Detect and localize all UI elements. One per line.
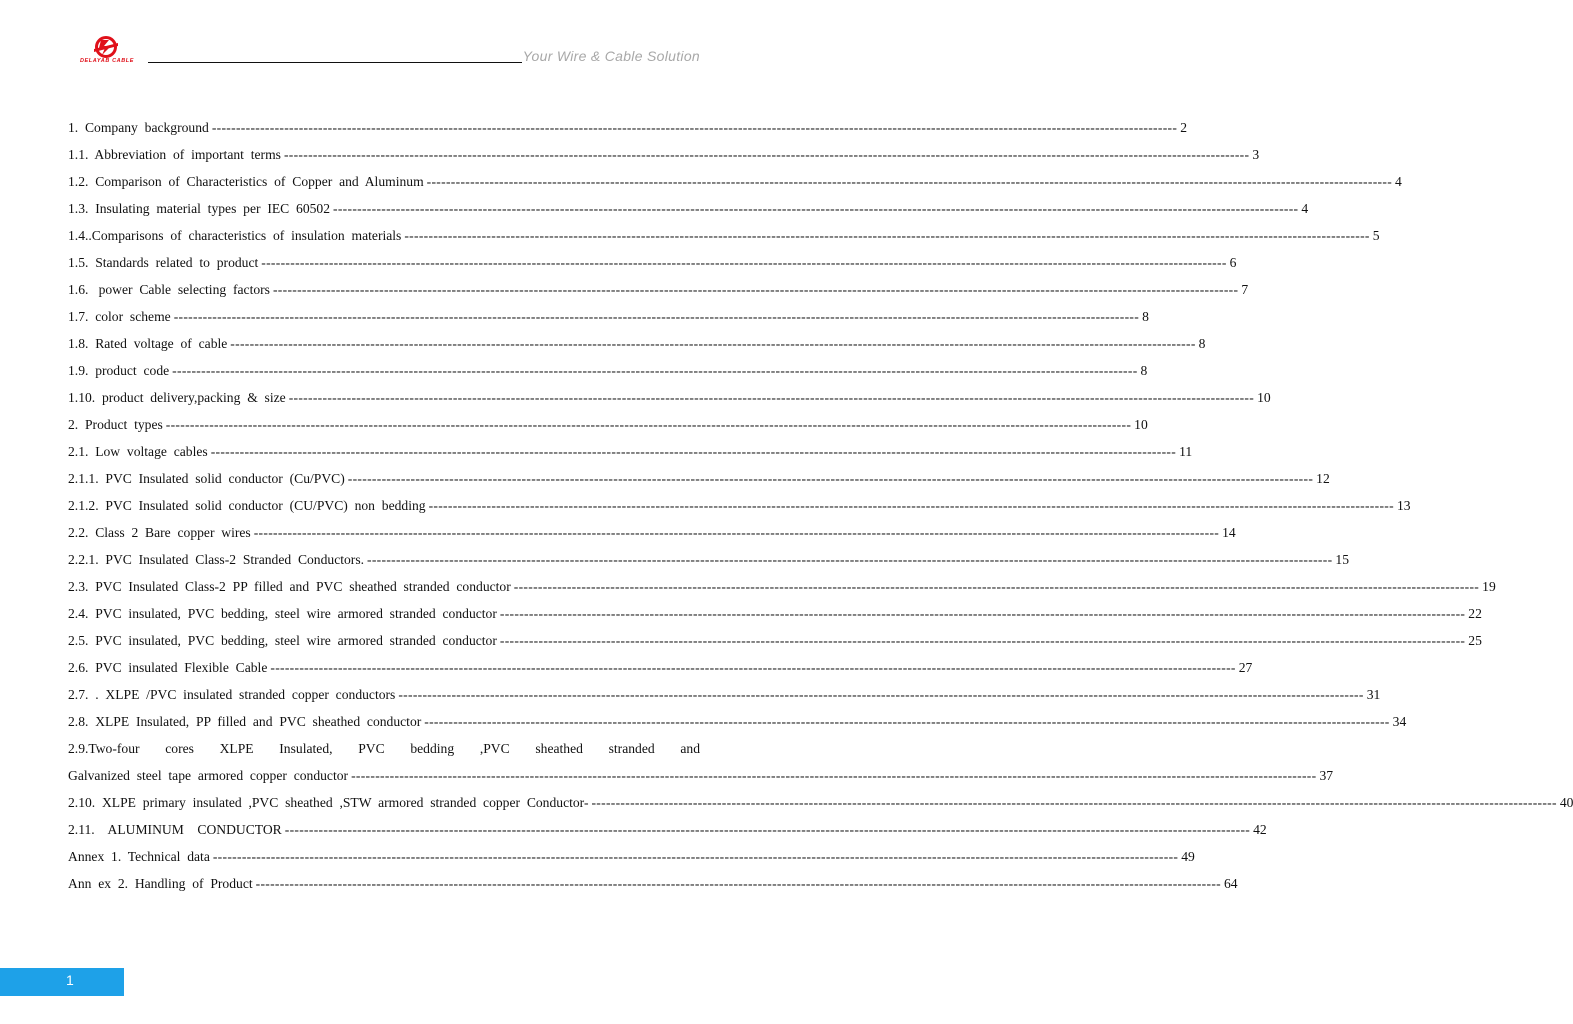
toc-entry[interactable] [68,681,1381,708]
toc-entry-page: 34 [1392,714,1407,729]
toc-entry-label: 1.9. product code [68,363,170,378]
header-rule [148,62,522,63]
table-of-contents [68,114,1573,897]
toc-word: Insulated, [279,741,333,756]
toc-leader-dots: -------------------------------------------------------------------------------------------------------------------------------------------------------------------------------------------------------- [426,174,1393,189]
toc-entry[interactable] [68,384,1271,411]
toc-entry-page: 15 [1335,552,1349,567]
toc-leader-dots: -------------------------------------------------------------------------------------------------------------------------------------------------------------------------------------------------------- [288,390,1255,405]
toc-entry-label: 2.3. PVC Insulated Class-2 PP filled and PVC sheathed stranded conductor [68,579,511,594]
toc-leader-dots: -------------------------------------------------------------------------------------------------------------------------------------------------------------------------------------------------------- [253,525,1220,540]
toc-leader-dots: -------------------------------------------------------------------------------------------------------------------------------------------------------------------------------------------------------- [255,876,1221,891]
toc-entry-page: 8 [1198,336,1206,351]
toc-entry[interactable] [68,870,1238,897]
logo-text: DELAYAB CABLE [79,58,135,64]
toc-entry-label: 1.6. power Cable selecting factors [68,282,270,297]
toc-entry[interactable] [68,816,1267,843]
toc-entry-label: 1.8. Rated voltage of cable [68,336,228,351]
toc-entry-label: 2.4. PVC insulated, PVC bedding, steel wire armored stranded conductor [68,606,497,621]
toc-entry-page: 64 [1224,876,1238,891]
toc-entry-page: 40 [1559,795,1573,810]
toc-leader-dots: -------------------------------------------------------------------------------------------------------------------------------------------------------------------------------------------------------- [272,282,1239,297]
toc-entry-page: 13 [1396,498,1411,513]
toc-leader-dots: -------------------------------------------------------------------------------------------------------------------------------------------------------------------------------------------------------- [513,579,1480,594]
toc-entry-page: 10 [1134,417,1148,432]
toc-leader-dots: -------------------------------------------------------------------------------------------------------------------------------------------------------------------------------------------------------- [428,498,1394,513]
toc-word: 2.9.Two-four [68,741,140,756]
toc-entry[interactable] [68,600,1482,627]
toc-entry-page: 3 [1252,147,1260,162]
footer-page-tab [0,968,124,996]
toc-entry-label: 2.5. PVC insulated, PVC bedding, steel wire armored stranded conductor [68,633,497,648]
toc-entry[interactable] [68,654,1253,681]
toc-entry[interactable] [68,168,1402,195]
toc-word: XLPE [219,741,254,756]
toc-word: sheathed [535,741,583,756]
toc-entry[interactable] [68,141,1260,168]
toc-leader-dots: -------------------------------------------------------------------------------------------------------------------------------------------------------------------------------------------------------- [173,309,1140,324]
toc-entry-page: 4 [1301,201,1309,216]
toc-leader-dots: -------------------------------------------------------------------------------------------------------------------------------------------------------------------------------------------------------- [347,471,1314,486]
toc-entry-page: 27 [1238,660,1253,675]
toc-entry-label: Ann ex 2. Handling of Product [68,876,253,891]
toc-entry[interactable] [68,114,1187,141]
toc-entry[interactable] [68,843,1195,870]
toc-entry-page: 11 [1179,444,1193,459]
toc-leader-dots: -------------------------------------------------------------------------------------------------------------------------------------------------------------------------------------------------------- [351,768,1317,783]
toc-entry-label: 1.7. color scheme [68,309,171,324]
toc-entry[interactable] [68,519,1236,546]
toc-entry[interactable] [68,627,1482,654]
toc-entry[interactable] [68,411,1148,438]
toc-leader-dots: -------------------------------------------------------------------------------------------------------------------------------------------------------------------------------------------------------- [212,849,1179,864]
toc-word: PVC [358,741,385,756]
toc-entry[interactable] [68,492,1411,519]
toc-entry[interactable] [68,708,1407,735]
toc-entry[interactable] [68,330,1206,357]
toc-entry-page: 37 [1319,768,1334,783]
toc-entry[interactable] [68,546,1349,573]
toc-entry-page: 25 [1468,633,1482,648]
toc-word: stranded [608,741,655,756]
toc-entry-label: 1.5. Standards related to product [68,255,259,270]
toc-entry-page: 42 [1253,822,1267,837]
toc-entry[interactable] [68,222,1380,249]
toc-leader-dots: -------------------------------------------------------------------------------------------------------------------------------------------------------------------------------------------------------- [172,363,1138,378]
toc-word: and [680,741,700,756]
toc-entry[interactable] [68,276,1249,303]
toc-entry[interactable] [68,438,1193,465]
toc-entry-page: 2 [1180,120,1187,135]
toc-leader-dots: -------------------------------------------------------------------------------------------------------------------------------------------------------------------------------------------------------- [367,552,1333,567]
toc-entry-wrapped-second-line[interactable] [68,762,1334,789]
toc-leader-dots: -------------------------------------------------------------------------------------------------------------------------------------------------------------------------------------------------------- [270,660,1236,675]
toc-leader-dots: -------------------------------------------------------------------------------------------------------------------------------------------------------------------------------------------------------- [211,120,1178,135]
toc-entry-page: 5 [1372,228,1380,243]
toc-entry-label: 2.7. . XLPE /PVC insulated stranded copper conductors [68,687,396,702]
toc-leader-dots: -------------------------------------------------------------------------------------------------------------------------------------------------------------------------------------------------------- [261,255,1227,270]
company-logo [66,36,148,66]
toc-entry-wrapped-first-line[interactable] [68,735,700,762]
toc-leader-dots: -------------------------------------------------------------------------------------------------------------------------------------------------------------------------------------------------------- [404,228,1370,243]
toc-entry-label: Annex 1. Technical data [68,849,210,864]
toc-leader-dots: -------------------------------------------------------------------------------------------------------------------------------------------------------------------------------------------------------- [165,417,1132,432]
toc-leader-dots: -------------------------------------------------------------------------------------------------------------------------------------------------------------------------------------------------------- [284,822,1251,837]
toc-entry[interactable] [68,789,1573,816]
toc-entry-page: 6 [1229,255,1237,270]
toc-leader-dots: -------------------------------------------------------------------------------------------------------------------------------------------------------------------------------------------------------- [499,633,1466,648]
toc-leader-dots: -------------------------------------------------------------------------------------------------------------------------------------------------------------------------------------------------------- [283,147,1250,162]
toc-leader-dots: -------------------------------------------------------------------------------------------------------------------------------------------------------------------------------------------------------- [499,606,1466,621]
toc-entry-page: 8 [1140,363,1148,378]
toc-entry[interactable] [68,249,1237,276]
toc-leader-dots: -------------------------------------------------------------------------------------------------------------------------------------------------------------------------------------------------------- [398,687,1364,702]
toc-word: cores [165,741,194,756]
toc-entry-page: 49 [1181,849,1195,864]
toc-entry-page: 19 [1482,579,1496,594]
logo-mark-icon [92,36,120,58]
toc-entry[interactable] [68,195,1309,222]
toc-entry-label: 2.6. PVC insulated Flexible Cable [68,660,268,675]
toc-entry-page: 22 [1468,606,1482,621]
toc-entry-label: 1. Company background [68,120,209,135]
toc-entry-label: 2.8. XLPE Insulated, PP filled and PVC sheathed conductor [68,714,422,729]
toc-entry[interactable] [68,465,1330,492]
page-number: 1 [66,972,74,988]
toc-entry-label: 2.10. XLPE primary insulated ,PVC sheathed ,STW armored stranded copper Conductor- [68,795,589,810]
toc-entry-label: 1.4..Comparisons of characteristics of insulation materials [68,228,402,243]
toc-leader-dots: -------------------------------------------------------------------------------------------------------------------------------------------------------------------------------------------------------- [591,795,1557,810]
toc-entry[interactable] [68,303,1149,330]
toc-leader-dots: -------------------------------------------------------------------------------------------------------------------------------------------------------------------------------------------------------- [210,444,1177,459]
toc-entry-page: 7 [1241,282,1249,297]
toc-entry-page: 8 [1142,309,1149,324]
toc-entry-label: 2.1.2. PVC Insulated solid conductor (CU/PVC) non bedding [68,498,426,513]
toc-entry-label: 2.1. Low voltage cables [68,444,208,459]
toc-entry-label: 2.2. Class 2 Bare copper wires [68,525,251,540]
toc-entry-label: 2. Product types [68,417,163,432]
toc-entry[interactable] [68,573,1496,600]
toc-entry-label: 1.2. Comparison of Characteristics of Copper and Aluminum [68,174,424,189]
toc-entry-page: 31 [1366,687,1381,702]
toc-entry-label: Galvanized steel tape armored copper conductor [68,768,349,783]
toc-entry-label: 1.3. Insulating material types per IEC 60502 [68,201,331,216]
toc-word: ,PVC [479,741,510,756]
toc-entry-page: 12 [1316,471,1330,486]
toc-entry-page: 4 [1395,174,1402,189]
page-header [0,0,768,80]
toc-entry[interactable] [68,357,1148,384]
toc-entry-label: 1.10. product delivery,packing & size [68,390,286,405]
toc-entry-page: 10 [1257,390,1271,405]
toc-entry-label: 2.11. ALUMINUM CONDUCTOR [68,822,282,837]
toc-entry-label: 2.1.1. PVC Insulated solid conductor (Cu/PVC) [68,471,345,486]
tagline: Your Wire & Cable Solution [522,48,700,64]
toc-word: bedding [410,741,455,756]
toc-entry-label: 1.1. Abbreviation of important terms [68,147,281,162]
toc-leader-dots: -------------------------------------------------------------------------------------------------------------------------------------------------------------------------------------------------------- [230,336,1196,351]
toc-entry-label: 2.2.1. PVC Insulated Class-2 Stranded Conductors. [68,552,365,567]
toc-leader-dots: -------------------------------------------------------------------------------------------------------------------------------------------------------------------------------------------------------- [333,201,1299,216]
toc-entry-page: 14 [1222,525,1236,540]
toc-leader-dots: -------------------------------------------------------------------------------------------------------------------------------------------------------------------------------------------------------- [424,714,1390,729]
